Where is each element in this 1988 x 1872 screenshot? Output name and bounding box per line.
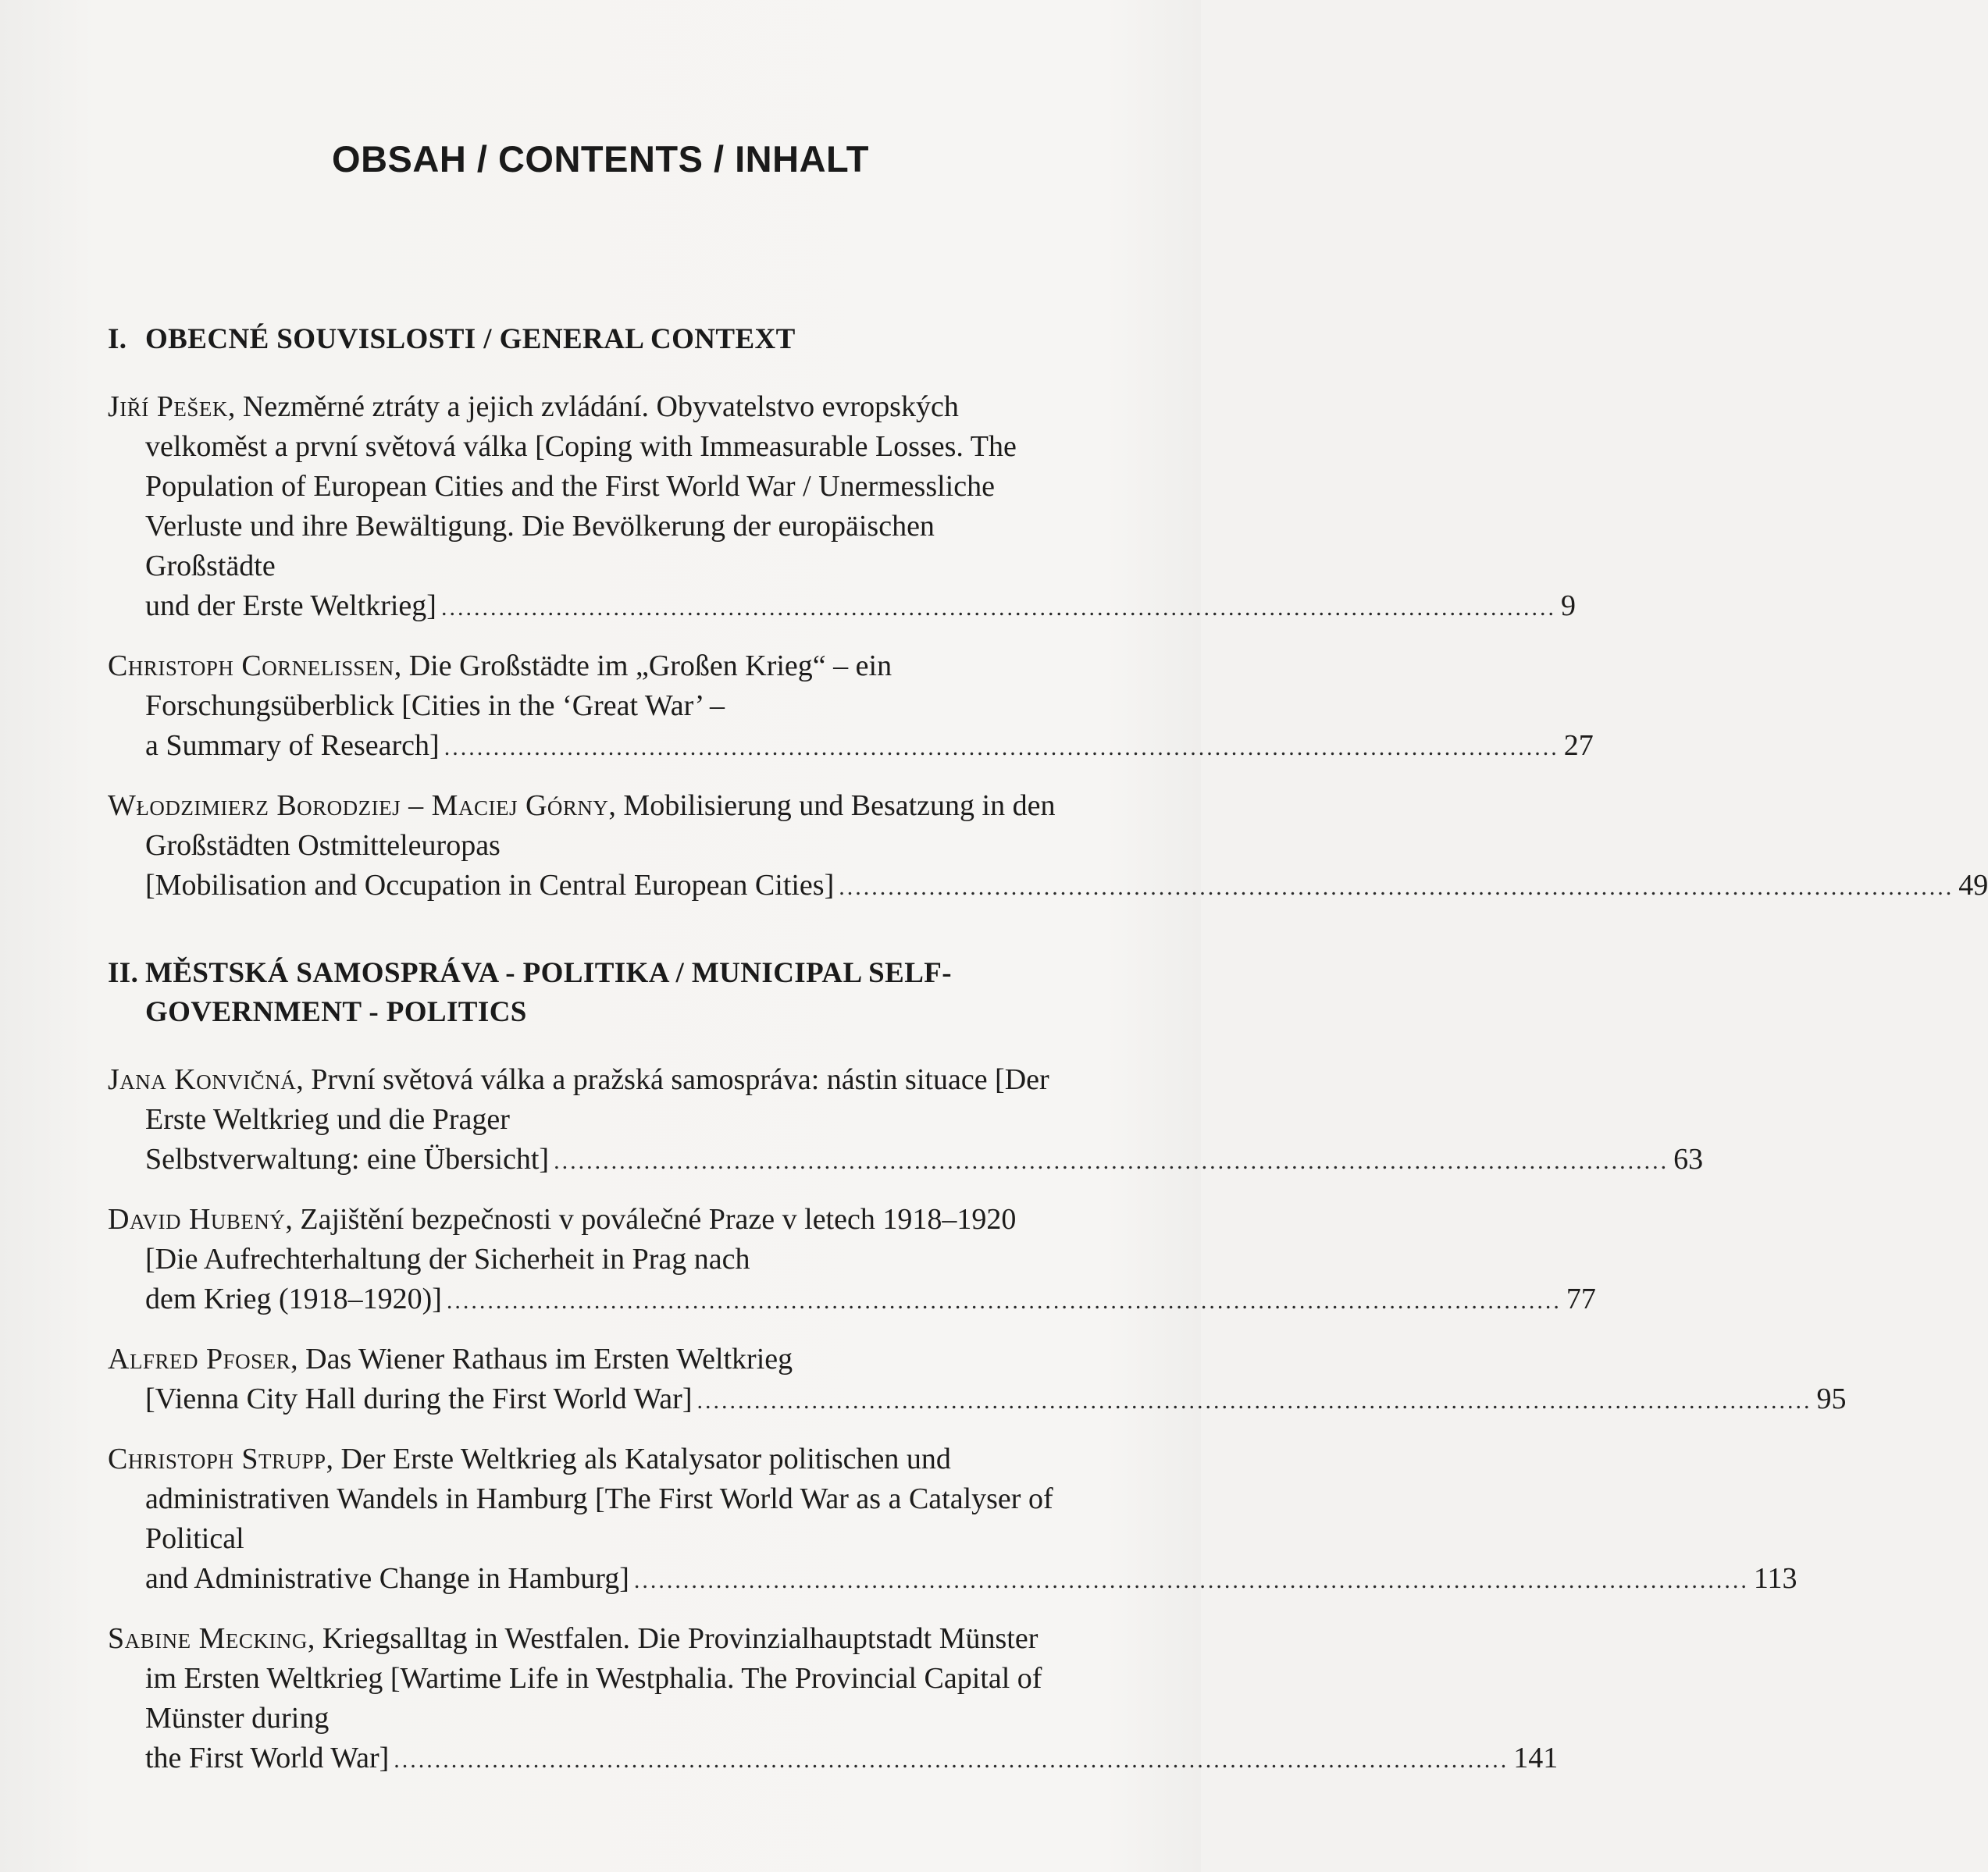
entry-author: Włodzimierz Borodziej – Maciej Górny	[108, 789, 609, 822]
page-number: 141	[1513, 1742, 1559, 1774]
entry-author: Sabine Mecking	[108, 1622, 308, 1655]
page-number: 113	[1753, 1562, 1797, 1595]
entry-title: Kriegsalltag in Westfalen. Die Provinzialhauptstadt Münster im Ersten Weltkrieg [Wartime Life in Westphalia. The Provincial Capital of Münster during	[145, 1622, 1042, 1735]
page-number: 49	[1958, 869, 1988, 902]
dot-leader: ........................................................................................................................................	[394, 1747, 1509, 1773]
page-number: 27	[1563, 729, 1594, 762]
toc-entry[interactable]: David Hubený, Zajištění bezpečnosti v poválečné Praze v letech 1918–1920 [Die Aufrechterhaltung der Sicherheit in Prag nach dem Krieg (1918–1920)] ........................................................................................................................................ 77	[108, 1200, 1062, 1321]
entry-title-end: the First World War]	[145, 1742, 390, 1774]
entry-title: Zajištění bezpečnosti v poválečné Praze v letech 1918–1920 [Die Aufrechterhaltung der Sicherheit in Prag nach	[145, 1203, 1017, 1276]
toc-entry[interactable]: Sabine Mecking, Kriegsalltag in Westfalen. Die Provinzialhauptstadt Münster im Ersten Weltkrieg [Wartime Life in Westphalia. The Provincial Capital of Münster during the First World War] ........................................................................................................................................ 141	[108, 1619, 1062, 1780]
entry-title-end: [Vienna City Hall during the First World War]	[145, 1383, 693, 1415]
entry-author: Jana Konvičná	[108, 1063, 297, 1096]
toc-entry[interactable]: Jana Konvičná, První světová válka a pražská samospráva: nástin situace [Der Erste Weltkrieg und die Prager Selbstverwaltung: eine Übersicht] ........................................................................................................................................ 63	[108, 1060, 1062, 1181]
entry-author: Christoph Cornelißen	[108, 650, 394, 682]
entry-title-end: and Administrative Change in Hamburg]	[145, 1562, 629, 1595]
page-number: 63	[1673, 1143, 1704, 1176]
section-title: MĚSTSKÁ SAMOSPRÁVA - POLITIKA / MUNICIPAL SELF-GOVERNMENT - POLITICS	[145, 957, 953, 1028]
toc-entry[interactable]: Christoph Strupp, Der Erste Weltkrieg als Katalysator politischen und administrativen Wandels in Hamburg [The First World War as a Catalyser of Political and Administrative Change in Hamburg] ........................................................................................................................................ 113	[108, 1440, 1062, 1600]
page-number: 77	[1566, 1283, 1596, 1315]
entry-title: První světová válka a pražská samospráva: nástin situace [Der Erste Weltkrieg und die Prager	[145, 1063, 1049, 1136]
dot-leader: ........................................................................................................................................	[554, 1148, 1669, 1174]
section-number: II.	[108, 957, 139, 989]
toc-entry[interactable]: Christoph Cornelißen, Die Großstädte im „Großen Krieg“ – ein Forschungsüberblick [Cities in the ‘Great War’ – a Summary of Research] ........................................................................................................................................ 27	[108, 646, 1062, 767]
entry-title: Mobilisierung und Besatzung in den Großstädten Ostmitteleuropas	[145, 789, 1056, 862]
section-title: OBECNÉ SOUVISLOSTI / GENERAL CONTEXT	[145, 323, 796, 355]
entry-title: Das Wiener Rathaus im Ersten Weltkrieg	[305, 1343, 793, 1376]
dot-leader: ........................................................................................................................................	[440, 595, 1556, 621]
page-number: 95	[1816, 1383, 1847, 1415]
entry-author: Alfred Pfoser	[108, 1343, 291, 1376]
entry-title-end: a Summary of Research]	[145, 729, 440, 762]
toc-entry[interactable]: Włodzimierz Borodziej – Maciej Górny, Mobilisierung und Besatzung in den Großstädten Ostmitteleuropas [Mobilisation and Occupation in Central European Cities] ........................................................................................................................................ 49	[108, 786, 1062, 907]
entry-title: Der Erste Weltkrieg als Katalysator politischen und administrativen Wandels in Hamburg [The First World War as a Catalyser of Political	[145, 1443, 1053, 1555]
page-number: 9	[1560, 589, 1576, 622]
page-title: OBSAH / CONTENTS / INHALT	[332, 138, 869, 180]
entry-title: Nezměrné ztráty a jejich zvládání. Obyvatelstvo evropských velkoměst a první světová válka [Coping with Immeasurable Losses. The Population of European Cities and the First World War / Unermessliche Verluste und ihre Bewältigung. Die Bevölkerung der europäischen Großstädte	[145, 390, 1017, 582]
section-heading-2	[108, 954, 1062, 1032]
dot-leader: ........................................................................................................................................	[697, 1388, 1812, 1414]
entry-author: Christoph Strupp	[108, 1443, 326, 1475]
dot-leader: ........................................................................................................................................	[839, 874, 1954, 900]
entry-title-end: [Mobilisation and Occupation in Central European Cities]	[145, 869, 835, 902]
toc-entry[interactable]: Alfred Pfoser, Das Wiener Rathaus im Ersten Weltkrieg [Vienna City Hall during the First World War] ........................................................................................................................................ 95	[108, 1340, 1062, 1421]
dot-leader: ........................................................................................................................................	[633, 1568, 1749, 1593]
entry-title-end: Selbstverwaltung: eine Übersicht]	[145, 1143, 550, 1176]
dot-leader: ........................................................................................................................................	[444, 735, 1559, 760]
entry-title-end: und der Erste Weltkrieg]	[145, 589, 436, 622]
entry-author: David Hubený	[108, 1203, 286, 1236]
toc-entry[interactable]: Jiří Pešek, Nezměrné ztráty a jejich zvládání. Obyvatelstvo evropských velkoměst a první světová válka [Coping with Immeasurable Losses. The Population of European Cities and the First World War / Unermessliche Verluste und ihre Bewältigung. Die Bevölkerung der europäischen Großstädte und der Erste Weltkrieg] ........................................................................................................................................ 9	[108, 387, 1062, 628]
entry-title: Die Großstädte im „Großen Krieg“ – ein Forschungsüberblick [Cities in the ‘Great War’ –	[145, 650, 892, 722]
table-of-contents	[108, 320, 1988, 1799]
dot-leader: ........................................................................................................................................	[446, 1288, 1562, 1314]
entry-author: Jiří Pešek	[108, 390, 228, 423]
section-number: I.	[108, 323, 127, 355]
section-heading-1	[108, 320, 1062, 359]
entry-title-end: dem Krieg (1918–1920)]	[145, 1283, 442, 1315]
